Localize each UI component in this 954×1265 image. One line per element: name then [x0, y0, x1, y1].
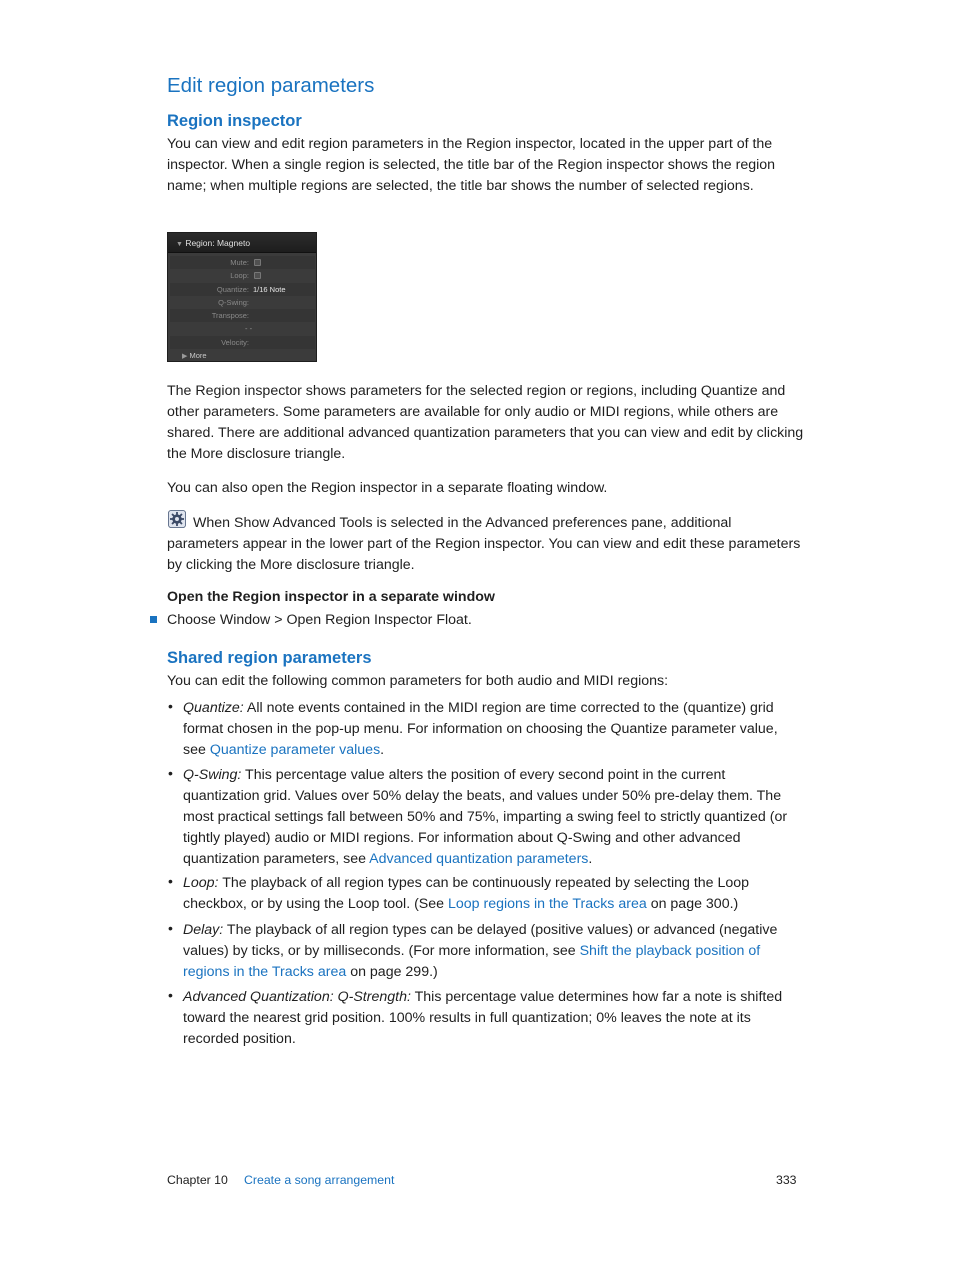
- advanced-tools-note: When Show Advanced Tools is selected in the Advanced preferences pane, additional parameters appear in the lower part of the Region inspector. You can view and edit these parameters by clicking the More disclosure triangle.: [167, 515, 801, 573]
- paragraph-floating-window: You can also open the Region inspector in a separate floating window.: [167, 480, 608, 496]
- item-text-end: .: [380, 742, 385, 758]
- mute-checkbox[interactable]: [254, 259, 261, 266]
- link-advanced-quantization-parameters[interactable]: Advanced quantization parameters: [369, 851, 589, 867]
- item-text-end: .: [588, 851, 593, 867]
- link-quantize-parameter-values[interactable]: Quantize parameter values: [209, 742, 381, 758]
- region-inspector-panel: [167, 232, 317, 362]
- bullet-dot-icon: •: [168, 873, 173, 889]
- item-text: The playback of all region types can be delayed (positive values) or advanced (negative values) by ticks, or by milliseconds. (For more information, see: [183, 922, 778, 959]
- section-heading-shared-parameters: Shared region parameters: [167, 649, 372, 667]
- item-text-end: on page 300.): [646, 896, 739, 912]
- item-text: The playback of all region types can be continuously repeated by selecting the Loop checkbox, or by using the Loop tool. (See: [183, 875, 750, 912]
- blank-row: [170, 322, 315, 335]
- transpose-label: Transpose:: [211, 311, 249, 320]
- quantize-row: [170, 283, 315, 296]
- disclosure-triangle-right-icon[interactable]: ▶: [182, 353, 188, 360]
- term: Q-Swing:: [183, 767, 242, 783]
- mute-label: Mute:: [230, 258, 249, 267]
- bullet-dot-icon: •: [168, 765, 173, 781]
- task-step: Choose Window > Open Region Inspector Float.: [167, 612, 472, 628]
- qswing-row: [170, 296, 315, 309]
- item-text: This percentage value determines how far a note is shifted toward the nearest grid position. 100% results in full quantization; 0% leaves the note at its recorded position.: [183, 989, 783, 1047]
- qswing-label: Q-Swing:: [218, 298, 249, 307]
- list-item-q-strength: [183, 987, 798, 1050]
- region-inspector-intro: You can view and edit region parameters in the Region inspector, located in the upper part of the inspector. When a single region is selected, the title bar of the Region inspector shows the region name; when multiple regions are selected, the title bar shows the number of selected regions.: [167, 136, 776, 194]
- quantize-popup[interactable]: 1/16 Note: [253, 285, 286, 294]
- inspector-title: Region: Magneto: [185, 238, 251, 248]
- term: Delay:: [183, 922, 224, 938]
- more-disclosure[interactable]: [182, 349, 317, 362]
- footer-chapter-link[interactable]: Create a song arrangement: [244, 1173, 395, 1187]
- quantize-label: Quantize:: [216, 285, 249, 294]
- bullet-dot-icon: •: [168, 698, 173, 714]
- list-item-qswing: [183, 765, 798, 870]
- list-item-loop: [183, 873, 798, 915]
- term: Quantize:: [183, 700, 244, 716]
- item-text-end: on page 299.): [346, 964, 438, 980]
- footer-chapter-label: Chapter 10: [167, 1173, 228, 1187]
- term: Loop:: [183, 875, 219, 891]
- disclosure-triangle-icon[interactable]: ▼: [176, 241, 183, 248]
- page-number: 333: [776, 1173, 797, 1187]
- item-text: All note events contained in the MIDI region are time corrected to the (quantize) grid format chosen in the pop-up menu. For information on choosing the Quantize parameter value, see: [183, 700, 778, 758]
- velocity-label: Velocity:: [221, 338, 249, 347]
- term: Advanced Quantization: Q-Strength:: [183, 989, 411, 1005]
- velocity-row: [170, 336, 315, 349]
- paragraph-inspector-details: The Region inspector shows parameters for the selected region or regions, including Quantize and other parameters. Some parameters are available for only audio or MIDI regions, while others are shared. There are additional advanced quantization parameters that you can view and edit by clicking the More disclosure triangle.: [167, 383, 804, 462]
- task-step-bullet-icon: [150, 616, 157, 623]
- loop-label: Loop:: [230, 271, 249, 280]
- list-item-delay: [183, 920, 798, 983]
- blank-row-value: - -: [245, 324, 253, 333]
- shared-parameters-intro: You can edit the following common parameters for both audio and MIDI regions:: [167, 673, 669, 689]
- link-loop-regions[interactable]: Loop regions in the Tracks area: [448, 896, 647, 912]
- task-heading: Open the Region inspector in a separate window: [167, 589, 495, 605]
- bullet-dot-icon: •: [168, 920, 173, 936]
- loop-checkbox[interactable]: [254, 272, 261, 279]
- mute-row: [170, 256, 315, 269]
- more-label: More: [189, 351, 207, 360]
- section-heading-region-inspector: Region inspector: [167, 112, 302, 130]
- loop-row: [170, 269, 315, 282]
- item-text: This percentage value alters the position of every second point in the current quantization grid. Values over 50% delay the beats, and values under 50% pre-delay them. The most practical settings fall between 50% and 75%, imparting a swing feel to strictly quantized (or tightly played) audio or MIDI regions. For information about Q-Swing and other advanced quantization parameters, see: [183, 767, 788, 867]
- transpose-row: [170, 309, 315, 322]
- list-item-quantize: [183, 698, 798, 761]
- inspector-title-bar[interactable]: [168, 233, 316, 253]
- page-title: Edit region parameters: [167, 74, 375, 97]
- bullet-dot-icon: •: [168, 987, 173, 1003]
- link-shift-playback-position[interactable]: Shift the playback position of regions in the Tracks area: [183, 943, 761, 980]
